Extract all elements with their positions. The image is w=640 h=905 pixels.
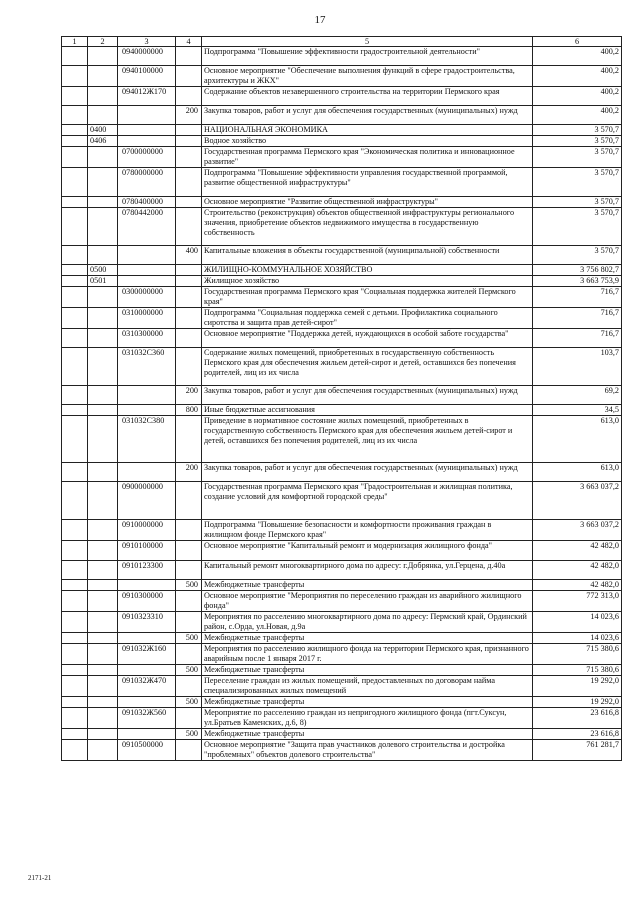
table-row: [62, 265, 622, 276]
cell-name: Подпрограмма "Повышение эффективности управления государственной программой, развитие общественной инфраструктуры": [202, 168, 533, 197]
cell-section-code: [88, 676, 118, 697]
cell-target-code: 094012Ж170: [118, 87, 176, 106]
cell-section-code: [88, 416, 118, 463]
cell-target-code: [118, 463, 176, 482]
cell-expense-type: [176, 287, 202, 308]
table-row: [62, 287, 622, 308]
cell-expense-type: [176, 740, 202, 761]
cell-col1: [62, 416, 88, 463]
table-row: [62, 708, 622, 729]
cell-name: Основное мероприятие "Капитальный ремонт и модернизация жилищного фонда": [202, 541, 533, 561]
table-row: [62, 405, 622, 416]
cell-target-code: 0310300000: [118, 329, 176, 348]
cell-name: Закупка товаров, работ и услуг для обеспечения государственных (муниципальных) нужд: [202, 386, 533, 405]
cell-target-code: 0910500000: [118, 740, 176, 761]
cell-section-code: [88, 729, 118, 740]
cell-section-code: [88, 591, 118, 612]
cell-expense-type: [176, 136, 202, 147]
cell-expense-type: [176, 644, 202, 665]
cell-name: Водное хозяйство: [202, 136, 533, 147]
table-row: [62, 633, 622, 644]
cell-section-code: [88, 541, 118, 561]
cell-name: Межбюджетные трансферты: [202, 729, 533, 740]
cell-amount: 23 616,8: [533, 708, 622, 729]
cell-section-code: [88, 580, 118, 591]
cell-section-code: [88, 463, 118, 482]
column-header: 4: [176, 37, 202, 47]
budget-table: [61, 36, 622, 761]
cell-amount: 3 570,7: [533, 136, 622, 147]
cell-section-code: [88, 106, 118, 125]
cell-expense-type: [176, 66, 202, 87]
cell-expense-type: [176, 612, 202, 633]
cell-section-code: 0500: [88, 265, 118, 276]
column-header: 6: [533, 37, 622, 47]
cell-amount: 400,2: [533, 47, 622, 66]
cell-expense-type: [176, 541, 202, 561]
cell-amount: 42 482,0: [533, 541, 622, 561]
table-row: [62, 348, 622, 386]
cell-amount: 761 281,7: [533, 740, 622, 761]
table-row: [62, 612, 622, 633]
cell-amount: 3 570,7: [533, 208, 622, 246]
cell-section-code: [88, 87, 118, 106]
cell-name: ЖИЛИЩНО-КОММУНАЛЬНОЕ ХОЗЯЙСТВО: [202, 265, 533, 276]
cell-amount: 3 663 037,2: [533, 520, 622, 541]
cell-section-code: [88, 329, 118, 348]
cell-section-code: [88, 561, 118, 580]
cell-name: Основное мероприятие "Обеспечение выполнения функций в сфере градостроительства, архитектуры и ЖКХ": [202, 66, 533, 87]
cell-col1: [62, 612, 88, 633]
cell-expense-type: [176, 147, 202, 168]
cell-target-code: [118, 106, 176, 125]
cell-amount: 3 570,7: [533, 197, 622, 208]
cell-amount: 14 023,6: [533, 633, 622, 644]
cell-expense-type: 200: [176, 106, 202, 125]
cell-target-code: 0910323310: [118, 612, 176, 633]
cell-expense-type: [176, 676, 202, 697]
cell-amount: 3 570,7: [533, 246, 622, 265]
cell-section-code: [88, 405, 118, 416]
table-row: [62, 416, 622, 463]
cell-col1: [62, 541, 88, 561]
column-header: 2: [88, 37, 118, 47]
cell-expense-type: 500: [176, 665, 202, 676]
table-row: [62, 676, 622, 697]
cell-target-code: 031032С360: [118, 348, 176, 386]
cell-expense-type: 500: [176, 580, 202, 591]
cell-target-code: 0780442000: [118, 208, 176, 246]
cell-section-code: [88, 520, 118, 541]
cell-col1: [62, 147, 88, 168]
cell-name: Содержание объектов незавершенного строительства на территории Пермского края: [202, 87, 533, 106]
cell-col1: [62, 348, 88, 386]
cell-target-code: [118, 125, 176, 136]
cell-name: Основное мероприятие "Защита прав участников долевого строительства и достройка "проблемных" объектов долевого строительства": [202, 740, 533, 761]
table-row: [62, 729, 622, 740]
table-row: [62, 561, 622, 580]
cell-target-code: 0310000000: [118, 308, 176, 329]
cell-section-code: 0406: [88, 136, 118, 147]
cell-expense-type: [176, 348, 202, 386]
column-header: 3: [118, 37, 176, 47]
table-row: [62, 87, 622, 106]
cell-target-code: 0300000000: [118, 287, 176, 308]
cell-col1: [62, 136, 88, 147]
cell-target-code: [118, 405, 176, 416]
cell-section-code: [88, 740, 118, 761]
cell-col1: [62, 329, 88, 348]
table-row: [62, 308, 622, 329]
cell-expense-type: 400: [176, 246, 202, 265]
cell-target-code: [118, 729, 176, 740]
cell-amount: 34,5: [533, 405, 622, 416]
cell-amount: 23 616,8: [533, 729, 622, 740]
cell-section-code: [88, 246, 118, 265]
cell-name: Мероприятия по расселению жилищного фонда на территории Пермского края, признанного аварийным после 1 января 2017 г.: [202, 644, 533, 665]
cell-target-code: [118, 246, 176, 265]
cell-name: Межбюджетные трансферты: [202, 633, 533, 644]
cell-name: Капитальные вложения в объекты государственной (муниципальной) собственности: [202, 246, 533, 265]
table-row: [62, 246, 622, 265]
cell-amount: 716,7: [533, 287, 622, 308]
cell-target-code: [118, 136, 176, 147]
cell-expense-type: 200: [176, 386, 202, 405]
cell-col1: [62, 168, 88, 197]
cell-col1: [62, 66, 88, 87]
cell-target-code: [118, 265, 176, 276]
cell-target-code: 0940000000: [118, 47, 176, 66]
table-row: [62, 386, 622, 405]
cell-name: Основное мероприятие "Поддержка детей, нуждающихся в особой заботе государства": [202, 329, 533, 348]
cell-expense-type: 200: [176, 463, 202, 482]
cell-col1: [62, 265, 88, 276]
cell-name: Мероприятие по расселению граждан из непригодного жилищного фонда (пгт.Суксун, ул.Братьев Каменских, д.6, 8): [202, 708, 533, 729]
cell-expense-type: [176, 708, 202, 729]
cell-expense-type: [176, 276, 202, 287]
table-row: [62, 329, 622, 348]
cell-col1: [62, 580, 88, 591]
cell-section-code: [88, 66, 118, 87]
cell-col1: [62, 308, 88, 329]
cell-section-code: [88, 208, 118, 246]
cell-amount: 772 313,0: [533, 591, 622, 612]
cell-col1: [62, 708, 88, 729]
cell-target-code: 0900000000: [118, 482, 176, 520]
cell-target-code: 091032Ж160: [118, 644, 176, 665]
cell-expense-type: [176, 168, 202, 197]
cell-name: НАЦИОНАЛЬНАЯ ЭКОНОМИКА: [202, 125, 533, 136]
cell-section-code: [88, 386, 118, 405]
cell-amount: 3 663 037,2: [533, 482, 622, 520]
cell-col1: [62, 208, 88, 246]
cell-section-code: 0400: [88, 125, 118, 136]
table-row: [62, 541, 622, 561]
cell-col1: [62, 276, 88, 287]
cell-target-code: 0940100000: [118, 66, 176, 87]
cell-target-code: 0700000000: [118, 147, 176, 168]
cell-name: Закупка товаров, работ и услуг для обеспечения государственных (муниципальных) нужд: [202, 463, 533, 482]
cell-col1: [62, 87, 88, 106]
cell-amount: 613,0: [533, 463, 622, 482]
cell-target-code: 0910100000: [118, 541, 176, 561]
cell-target-code: 0780000000: [118, 168, 176, 197]
cell-name: Мероприятия по расселению многоквартирного дома по адресу: Пермский край, Ординский район, с.Орда, ул.Новая, д.9а: [202, 612, 533, 633]
cell-name: Межбюджетные трансферты: [202, 697, 533, 708]
cell-target-code: 091032Ж560: [118, 708, 176, 729]
cell-col1: [62, 125, 88, 136]
table-row: [62, 580, 622, 591]
cell-amount: 716,7: [533, 329, 622, 348]
cell-col1: [62, 47, 88, 66]
cell-col1: [62, 386, 88, 405]
cell-col1: [62, 520, 88, 541]
cell-amount: 3 756 802,7: [533, 265, 622, 276]
cell-expense-type: 500: [176, 697, 202, 708]
cell-section-code: [88, 708, 118, 729]
cell-name: Государственная программа Пермского края "Социальная поддержка жителей Пермского края": [202, 287, 533, 308]
cell-name: Подпрограмма "Социальная поддержка семей с детьми. Профилактика социального сиротства и защита прав детей-сирот": [202, 308, 533, 329]
cell-amount: 3 570,7: [533, 147, 622, 168]
cell-section-code: 0501: [88, 276, 118, 287]
cell-expense-type: [176, 416, 202, 463]
cell-section-code: [88, 482, 118, 520]
table-row: [62, 520, 622, 541]
cell-expense-type: [176, 329, 202, 348]
cell-amount: 715 380,6: [533, 644, 622, 665]
cell-col1: [62, 676, 88, 697]
cell-col1: [62, 197, 88, 208]
cell-amount: 400,2: [533, 106, 622, 125]
cell-section-code: [88, 633, 118, 644]
cell-amount: 3 663 753,9: [533, 276, 622, 287]
column-header: 1: [62, 37, 88, 47]
cell-col1: [62, 287, 88, 308]
table-row: [62, 644, 622, 665]
cell-amount: 103,7: [533, 348, 622, 386]
cell-name: Приведение в нормативное состояние жилых помещений, приобретенных в государственную собственность Пермского края для обеспечения жильем детей-сирот и детей, оставшихся без попечения родителей, лиц из их числа: [202, 416, 533, 463]
cell-expense-type: [176, 208, 202, 246]
cell-name: Жилищное хозяйство: [202, 276, 533, 287]
table-row: [62, 106, 622, 125]
cell-expense-type: [176, 125, 202, 136]
cell-section-code: [88, 197, 118, 208]
cell-name: Подпрограмма "Повышение безопасности и комфортности проживания граждан в жилищном фонде Пермского края": [202, 520, 533, 541]
cell-amount: 715 380,6: [533, 665, 622, 676]
cell-section-code: [88, 287, 118, 308]
cell-target-code: 0910000000: [118, 520, 176, 541]
cell-target-code: 0910123300: [118, 561, 176, 580]
cell-col1: [62, 665, 88, 676]
cell-col1: [62, 106, 88, 125]
column-header: 5: [202, 37, 533, 47]
table-row: [62, 147, 622, 168]
cell-amount: 400,2: [533, 66, 622, 87]
table-header-row: [62, 37, 622, 47]
cell-name: Подпрограмма "Повышение эффективности градостроительной деятельности": [202, 47, 533, 66]
cell-expense-type: [176, 197, 202, 208]
cell-col1: [62, 482, 88, 520]
cell-expense-type: [176, 561, 202, 580]
table-row: [62, 66, 622, 87]
table-row: [62, 47, 622, 66]
cell-section-code: [88, 348, 118, 386]
cell-section-code: [88, 47, 118, 66]
table-row: [62, 697, 622, 708]
cell-name: Строительство (реконструкция) объектов общественной инфраструктуры регионального значения, приобретение объектов недвижимого имущества в государственную собственность: [202, 208, 533, 246]
cell-target-code: [118, 665, 176, 676]
cell-amount: 716,7: [533, 308, 622, 329]
cell-expense-type: 500: [176, 729, 202, 740]
cell-name: Капитальный ремонт многоквартирного дома по адресу: г.Добрянка, ул.Герцена, д.40а: [202, 561, 533, 580]
table-row: [62, 197, 622, 208]
table-row: [62, 665, 622, 676]
cell-target-code: 0910300000: [118, 591, 176, 612]
cell-section-code: [88, 147, 118, 168]
cell-expense-type: [176, 591, 202, 612]
cell-expense-type: [176, 47, 202, 66]
cell-section-code: [88, 612, 118, 633]
cell-amount: 3 570,7: [533, 125, 622, 136]
footer-code: 2171-21: [28, 874, 52, 882]
cell-expense-type: [176, 482, 202, 520]
cell-target-code: 031032С380: [118, 416, 176, 463]
cell-name: Переселение граждан из жилых помещений, предоставленных по договорам найма специализированных жилых помещений: [202, 676, 533, 697]
cell-col1: [62, 644, 88, 665]
table-row: [62, 136, 622, 147]
table-row: [62, 591, 622, 612]
cell-amount: 3 570,7: [533, 168, 622, 197]
cell-section-code: [88, 697, 118, 708]
cell-name: Основное мероприятие "Мероприятия по переселению граждан из аварийного жилищного фонда": [202, 591, 533, 612]
cell-col1: [62, 591, 88, 612]
table-row: [62, 208, 622, 246]
cell-name: Межбюджетные трансферты: [202, 665, 533, 676]
cell-target-code: [118, 697, 176, 708]
table-row: [62, 482, 622, 520]
cell-target-code: 0780400000: [118, 197, 176, 208]
table-body: [62, 47, 622, 761]
cell-col1: [62, 740, 88, 761]
cell-col1: [62, 246, 88, 265]
cell-section-code: [88, 168, 118, 197]
cell-name: Иные бюджетные ассигнования: [202, 405, 533, 416]
cell-expense-type: [176, 520, 202, 541]
cell-amount: 14 023,6: [533, 612, 622, 633]
table-row: [62, 125, 622, 136]
cell-name: Закупка товаров, работ и услуг для обеспечения государственных (муниципальных) нужд: [202, 106, 533, 125]
cell-col1: [62, 405, 88, 416]
table-row: [62, 740, 622, 761]
table-row: [62, 463, 622, 482]
cell-target-code: 091032Ж470: [118, 676, 176, 697]
cell-amount: 19 292,0: [533, 697, 622, 708]
cell-amount: 42 482,0: [533, 561, 622, 580]
cell-name: Государственная программа Пермского края "Градостроительная и жилищная политика, создание условий для комфортной городской среды": [202, 482, 533, 520]
cell-amount: 42 482,0: [533, 580, 622, 591]
table-row: [62, 168, 622, 197]
cell-col1: [62, 633, 88, 644]
cell-expense-type: 500: [176, 633, 202, 644]
cell-expense-type: [176, 87, 202, 106]
cell-col1: [62, 729, 88, 740]
cell-amount: 69,2: [533, 386, 622, 405]
cell-expense-type: [176, 308, 202, 329]
cell-target-code: [118, 276, 176, 287]
cell-section-code: [88, 308, 118, 329]
cell-amount: 613,0: [533, 416, 622, 463]
cell-name: Межбюджетные трансферты: [202, 580, 533, 591]
cell-col1: [62, 463, 88, 482]
table-row: [62, 276, 622, 287]
cell-target-code: [118, 633, 176, 644]
cell-target-code: [118, 386, 176, 405]
cell-amount: 19 292,0: [533, 676, 622, 697]
cell-col1: [62, 697, 88, 708]
cell-name: Государственная программа Пермского края "Экономическая политика и инновационное развитие": [202, 147, 533, 168]
cell-expense-type: 800: [176, 405, 202, 416]
cell-amount: 400,2: [533, 87, 622, 106]
cell-target-code: [118, 580, 176, 591]
cell-name: Основное мероприятие "Развитие общественной инфраструктуры": [202, 197, 533, 208]
cell-name: Содержание жилых помещений, приобретенных в государственную собственность Пермского края для обеспечения жильем детей-сирот и детей, оставшихся без попечения родителей, лиц из их числа: [202, 348, 533, 386]
page-number: 17: [314, 14, 326, 26]
cell-section-code: [88, 644, 118, 665]
cell-col1: [62, 561, 88, 580]
cell-section-code: [88, 665, 118, 676]
cell-expense-type: [176, 265, 202, 276]
